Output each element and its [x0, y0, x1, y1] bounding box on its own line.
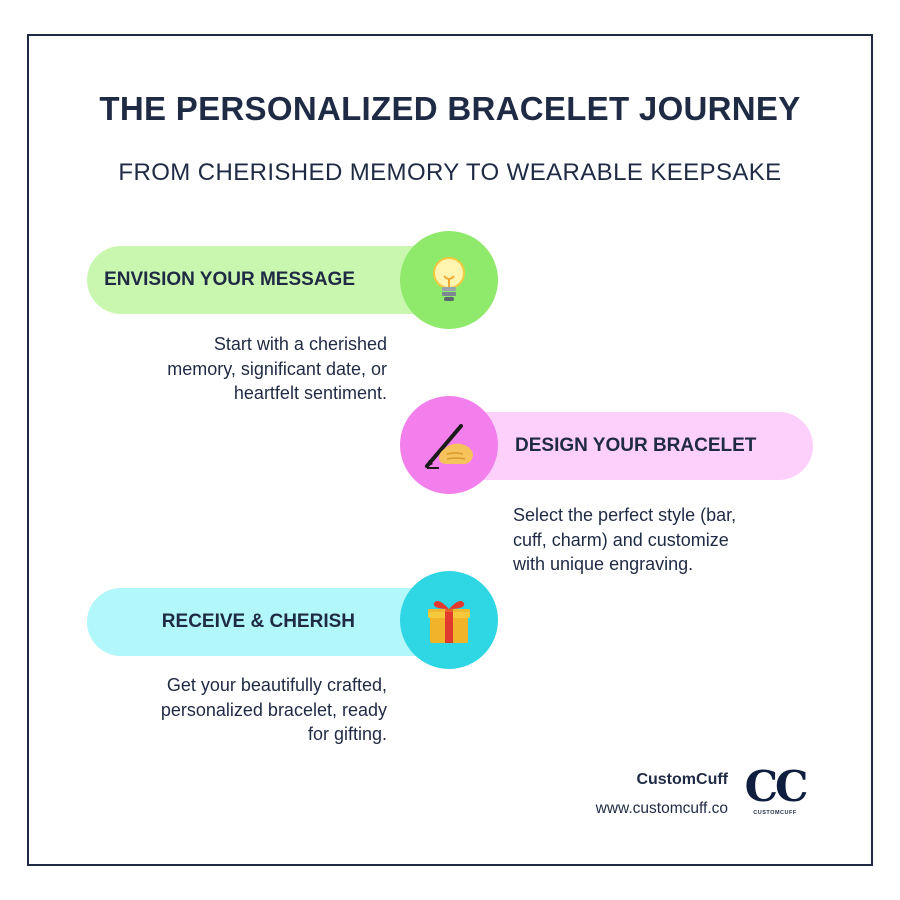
lightbulb-icon: [429, 254, 469, 306]
step-2-description-line: cuff, charm) and customize: [513, 529, 729, 550]
step-2-circle: [400, 396, 498, 494]
step-3-description-line: Get your beautifully crafted,: [166, 675, 387, 695]
step-1-description-line: heartfelt sentiment.: [233, 383, 387, 403]
step-3-description-line: personalized bracelet, ready: [160, 699, 387, 720]
step-1-description-line: Start with a cherished: [213, 334, 387, 354]
step-3-description: [87, 673, 387, 747]
step-3-label: RECEIVE & CHERISH: [161, 611, 355, 632]
logo-text: CUSTOMCUFF: [753, 810, 797, 816]
step-2-description-line: with unique engraving.: [513, 554, 694, 574]
step-1-description: [87, 332, 387, 406]
logo-letters: CC: [744, 762, 806, 811]
gift-icon: [424, 595, 474, 645]
step-1-circle: [400, 231, 498, 329]
step-2-description-line: Select the perfect style (bar,: [513, 505, 737, 525]
step-1-description-line: memory, significant date, or: [167, 358, 387, 379]
page-title: THE PERSONALIZED BRACELET JOURNEY: [99, 90, 801, 127]
page-subtitle: FROM CHERISHED MEMORY TO WEARABLE KEEPSAKE: [118, 159, 782, 186]
brand-name: CustomCuff: [636, 771, 728, 788]
brand-url[interactable]: www.customcuff.co: [595, 800, 728, 817]
writing-hand-icon: [421, 420, 477, 470]
step-3-description-line: for gifting.: [307, 724, 387, 744]
step-3-circle: [400, 571, 498, 669]
step-2-description: [513, 503, 803, 577]
step-1-label: ENVISION YOUR MESSAGE: [104, 269, 355, 290]
step-2-label: DESIGN YOUR BRACELET: [515, 435, 757, 456]
brand-logo: [742, 762, 808, 822]
